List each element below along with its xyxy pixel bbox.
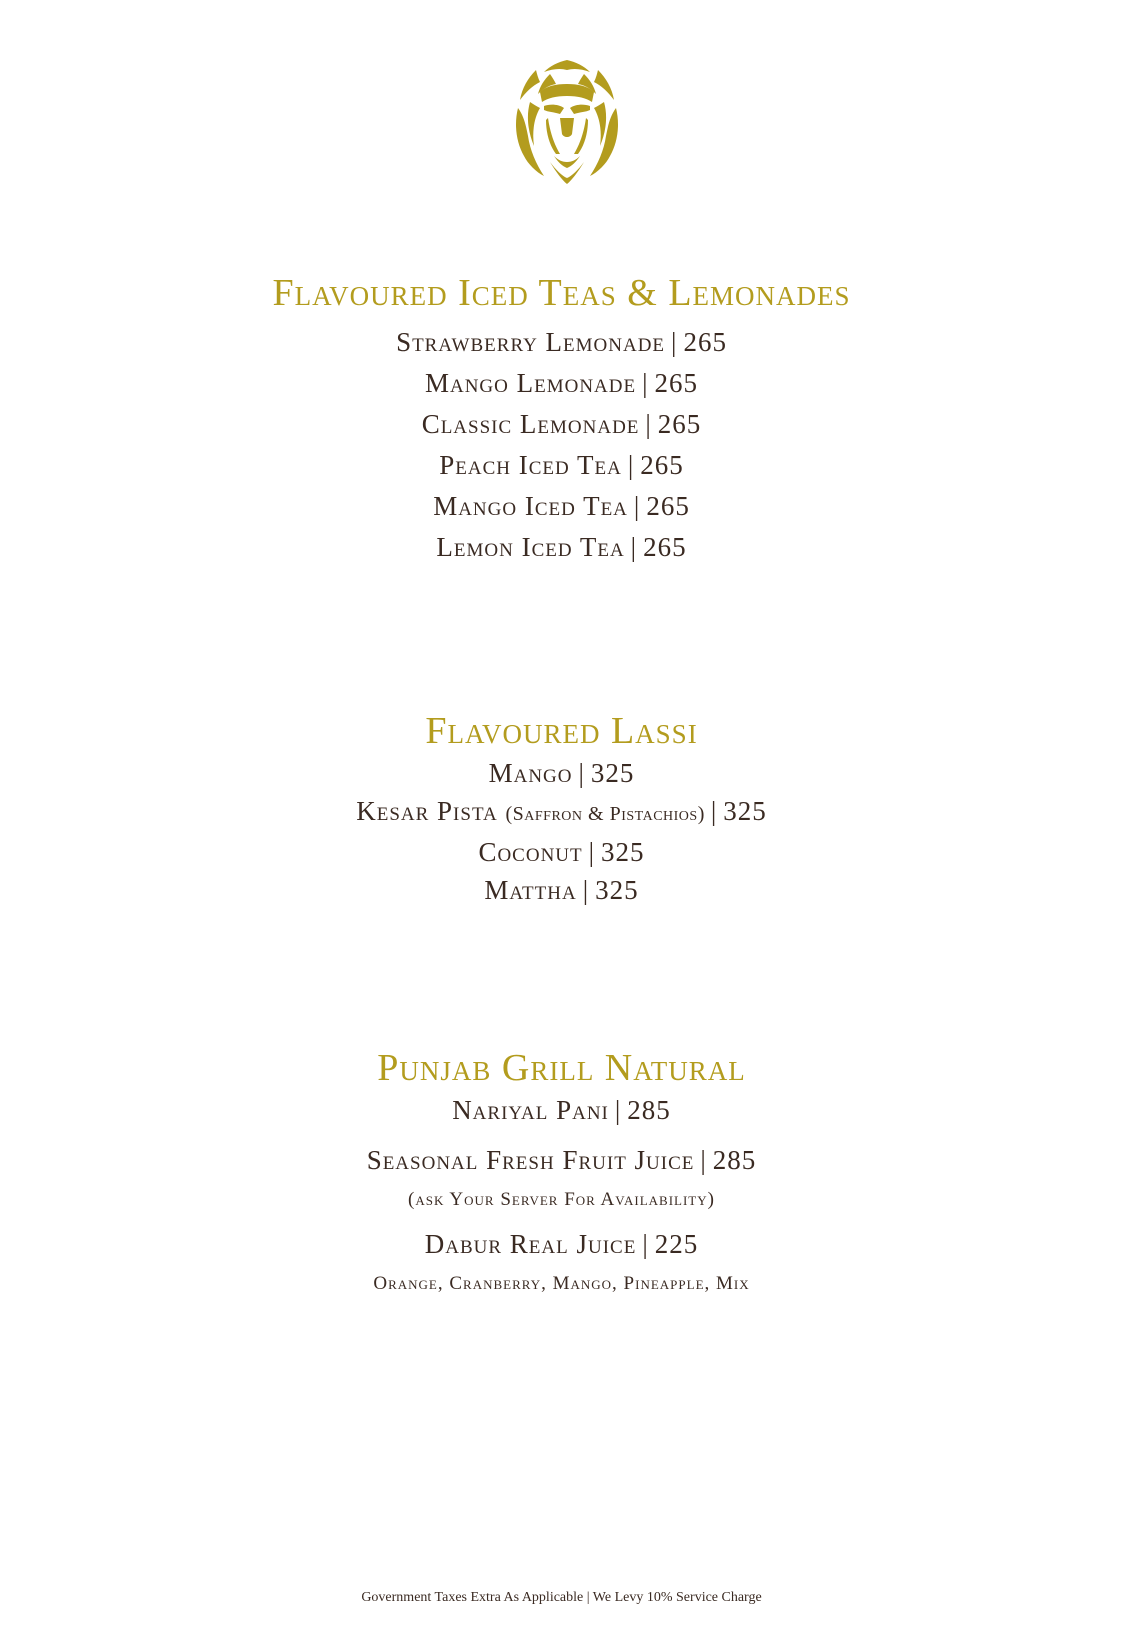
item-price: 225 <box>654 1229 699 1259</box>
item-name: Classic Lemonade <box>421 409 640 439</box>
menu-item <box>0 754 1123 792</box>
item-name: Nariyal Pani <box>452 1095 609 1125</box>
price-separator: | <box>633 491 641 521</box>
price-separator: | <box>671 327 678 357</box>
price-separator: | <box>614 1095 622 1125</box>
section-title: Flavoured Lassi <box>425 710 698 752</box>
price-separator: | <box>630 532 638 562</box>
price-separator: | <box>645 409 652 439</box>
menu-item <box>0 833 1123 871</box>
price-separator: | <box>582 875 590 905</box>
menu-item <box>0 1091 1123 1129</box>
item-name: Mango Iced Tea <box>433 491 628 521</box>
item-price: 325 <box>595 875 639 905</box>
price-separator: | <box>710 796 718 826</box>
menu-item <box>0 1225 1123 1263</box>
item-price: 265 <box>683 327 727 357</box>
item-price: 265 <box>640 450 684 480</box>
item-name: Dabur Real Juice <box>424 1229 637 1259</box>
item-note: Orange, Cranberry, Mango, Pineapple, Mix <box>373 1273 750 1294</box>
menu-item <box>0 445 1123 486</box>
section-title: Punjab Grill Natural <box>377 1047 746 1089</box>
item-price: 265 <box>643 532 687 562</box>
footer-note: Government Taxes Extra As Applicable | We Levy 10% Service Charge <box>361 1590 762 1605</box>
item-name: Strawberry Lemonade <box>396 327 666 357</box>
section-title: Flavoured Iced Teas & Lemonades <box>272 272 851 314</box>
item-name: Mango <box>488 758 573 788</box>
item-name: Coconut <box>478 837 583 867</box>
menu-item <box>0 527 1123 568</box>
menu-item <box>0 322 1123 363</box>
menu-section-natural <box>0 1047 1123 1299</box>
item-price: 325 <box>601 837 645 867</box>
price-separator: | <box>588 837 596 867</box>
menu-item <box>0 1141 1123 1179</box>
menu-section-lassi <box>0 708 1123 909</box>
price-separator: | <box>642 368 649 398</box>
menu-item <box>0 363 1123 404</box>
item-name: Peach Iced Tea <box>439 450 622 480</box>
menu-item <box>0 404 1123 445</box>
item-name: Lemon Iced Tea <box>436 532 625 562</box>
price-separator: | <box>642 1229 649 1259</box>
item-price: 325 <box>590 758 635 788</box>
item-price: 325 <box>723 796 767 826</box>
lion-head-icon <box>510 58 624 186</box>
item-price: 265 <box>654 368 699 398</box>
price-separator: | <box>700 1145 707 1175</box>
menu-section-iced-teas <box>0 270 1123 568</box>
item-price: 285 <box>712 1145 757 1175</box>
price-separator: | <box>578 758 585 788</box>
item-name: Mango Lemonade <box>424 368 637 398</box>
item-name: Mattha <box>484 875 577 905</box>
item-name: Seasonal Fresh Fruit Juice <box>366 1145 695 1175</box>
menu-item <box>0 792 1123 833</box>
menu-item <box>0 486 1123 527</box>
price-separator: | <box>627 450 635 480</box>
item-price: 265 <box>657 409 702 439</box>
item-price: 285 <box>627 1095 671 1125</box>
item-price: 265 <box>646 491 690 521</box>
item-note: (ask Your Server For Availability) <box>408 1189 715 1210</box>
item-detail: (Saffron & Pistachios) <box>505 803 705 825</box>
item-name: Kesar Pista <box>356 796 498 826</box>
menu-item <box>0 871 1123 909</box>
